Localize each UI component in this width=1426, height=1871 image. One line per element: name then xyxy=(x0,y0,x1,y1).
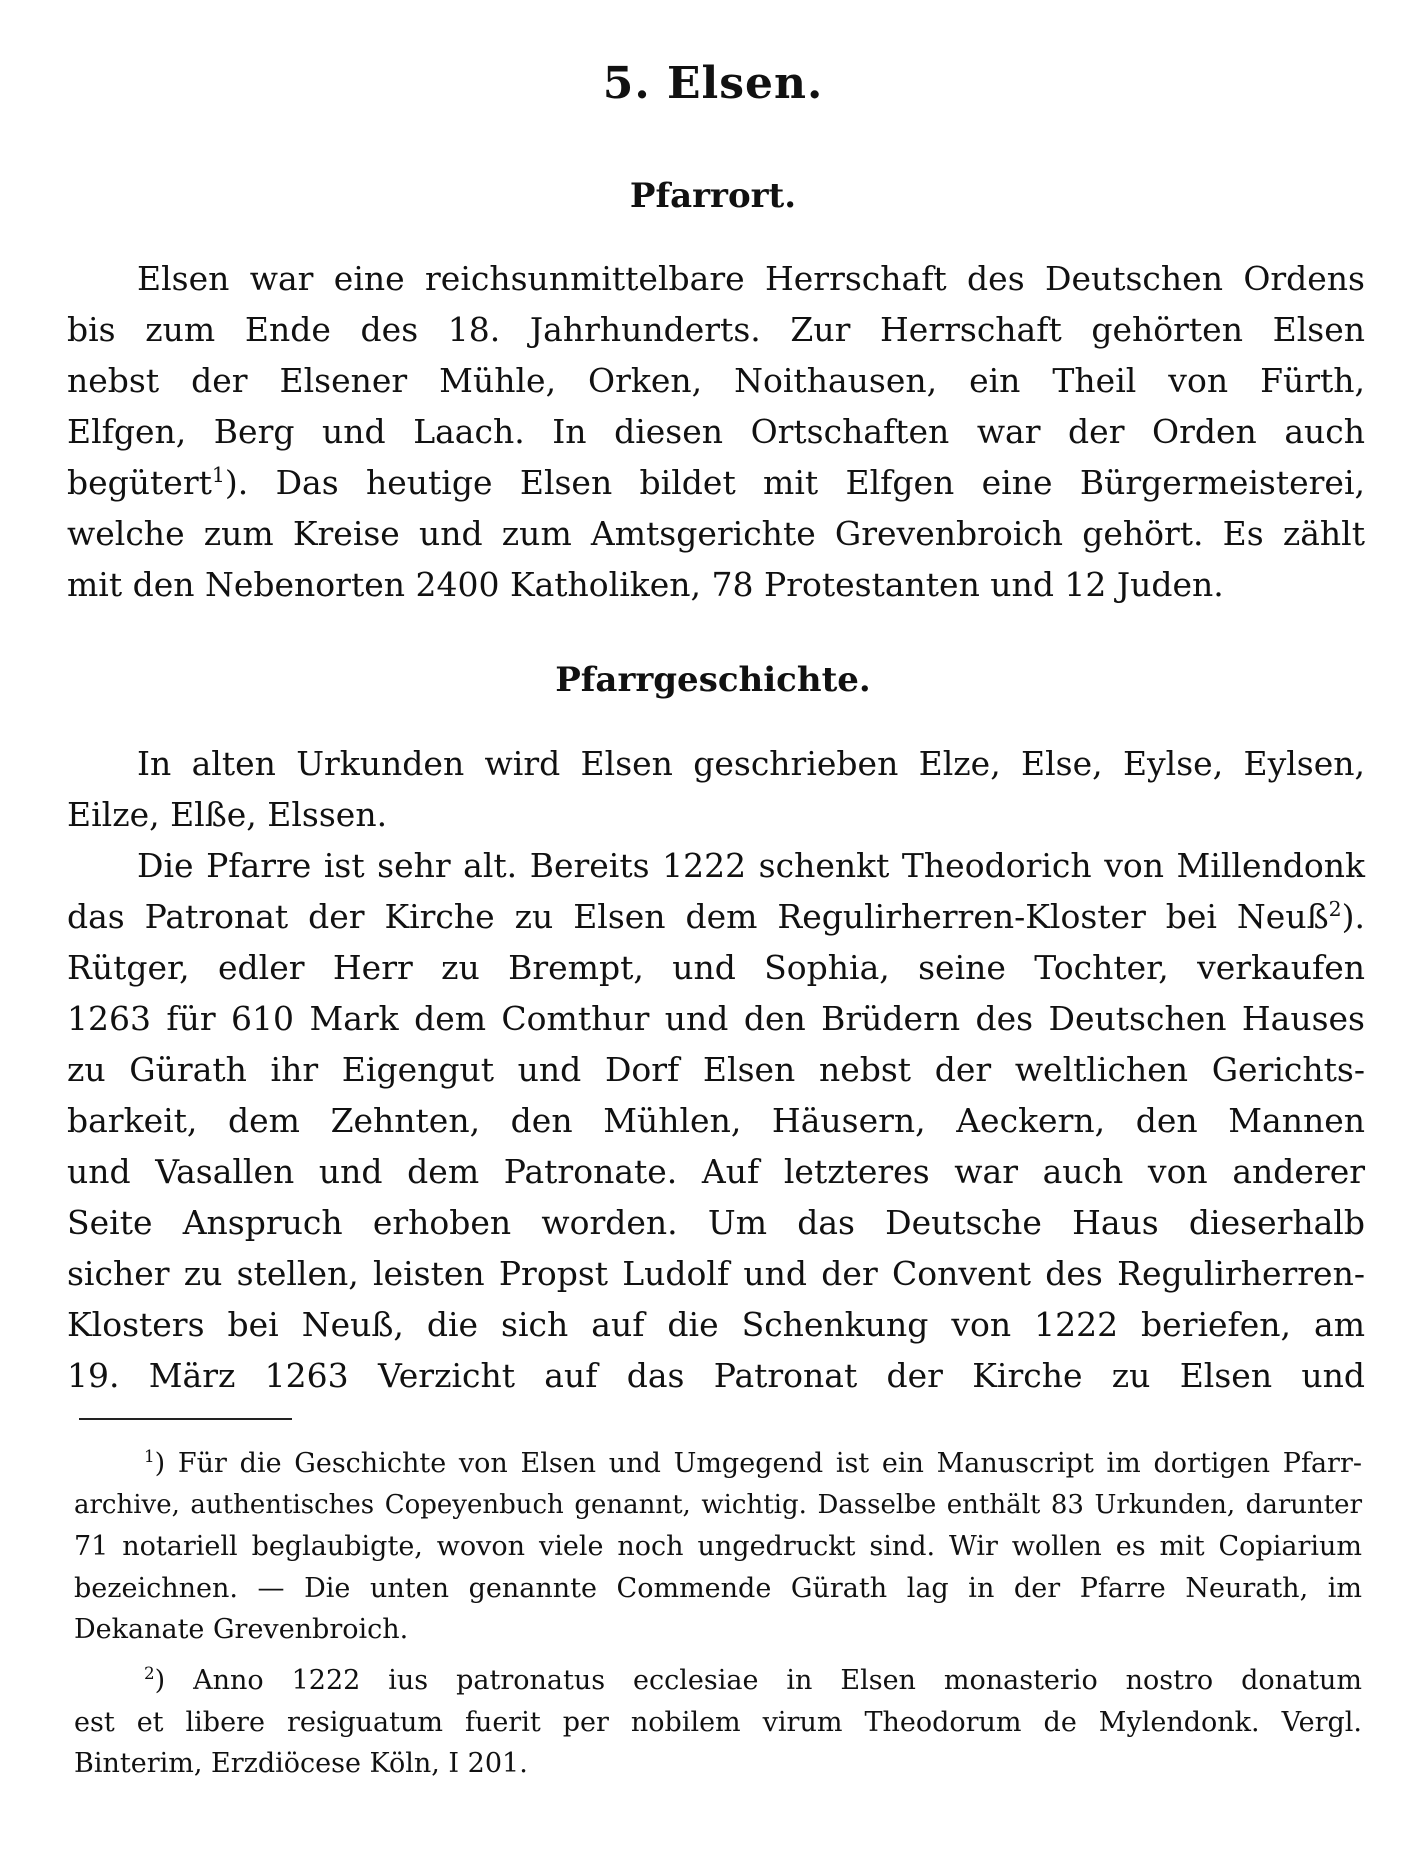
text-fragment: ). xyxy=(1341,897,1365,936)
text-line: zu Gürath ihr Eigengut und Dorf Elsen nebst der weltlichen Gerichts- xyxy=(67,1050,1365,1089)
text-line: welche zum Kreise und zum Amtsgerichte Grevenbroich gehört. Es zählt xyxy=(67,514,1365,553)
text-line: nebst der Elsener Mühle, Orken, Noithausen, ein Theil von Fürth, xyxy=(67,361,1365,400)
footnote-line: Binterim, Erzdiöcese Köln, I 201. xyxy=(74,1748,528,1779)
text-line xyxy=(67,457,1365,508)
footnote-1 xyxy=(74,1443,1362,1651)
section-heading-pfarrort: Pfarrort. xyxy=(629,176,797,216)
footnote-line: 71 notariell beglaubigte, wovon viele noch ungedruckt sind. Wir wollen es mit Copiarium xyxy=(74,1531,1362,1562)
chapter-title: 5. Elsen. xyxy=(602,58,824,109)
text-line: 19. März 1263 Verzicht auf das Patronat der Kirche zu Elsen und xyxy=(67,1356,1365,1395)
text-fragment: ) Für die Geschichte von Elsen und Umgegend ist ein Manuscript im dortigen Pfarr- xyxy=(154,1448,1362,1479)
text-line: Elfgen, Berg und Laach. In diesen Ortschaften war der Orden auch xyxy=(67,412,1365,451)
text-line: und Vasallen und dem Patronate. Auf letzteres war auch von anderer xyxy=(67,1152,1365,1191)
footnote-ref-2: 2 xyxy=(1328,897,1342,921)
footnote-marker: 1 xyxy=(144,1446,155,1466)
text-line: Seite Anspruch erhoben worden. Um das Deutsche Haus dieserhalb xyxy=(67,1203,1365,1242)
text-line: Klosters bei Neuß, die sich auf die Schenkung von 1222 beriefen, am xyxy=(67,1305,1365,1344)
footnote-line: est et libere resiguatum fuerit per nobilem virum Theodorum de Mylendonk. Vergl. xyxy=(74,1706,1362,1738)
text-line: sicher zu stellen, leisten Propst Ludolf und der Convent des Regulirherren- xyxy=(67,1254,1365,1293)
section-pfarrgeschichte-text xyxy=(67,738,1365,1401)
text-line: Rütger, edler Herr zu Brempt, und Sophia, seine Tochter, verkaufen xyxy=(67,948,1365,987)
text-line xyxy=(67,891,1365,942)
footnote-divider xyxy=(79,1418,292,1420)
text-line: mit den Nebenorten 2400 Katholiken, 78 Protestanten und 12 Juden. xyxy=(67,565,1224,604)
footnote-marker: 2 xyxy=(144,1663,155,1683)
text-line: barkeit, dem Zehnten, den Mühlen, Häusern, Aeckern, den Mannen xyxy=(67,1101,1365,1140)
footnote-ref-1: 1 xyxy=(211,463,225,487)
footnote-line: archive, authentisches Copeyenbuch genannt, wichtig. Dasselbe enthält 83 Urkunden, darunter xyxy=(74,1489,1362,1520)
text-fragment: begütert xyxy=(67,463,212,502)
text-line: Eilze, Elße, Elssen. xyxy=(67,795,388,834)
text-fragment: ). Das heutige Elsen bildet mit Elfgen eine Bürgermeisterei, xyxy=(224,463,1365,502)
footnote-2 xyxy=(74,1660,1362,1785)
footnote-line xyxy=(74,1443,1362,1485)
text-fragment: das Patronat der Kirche zu Elsen dem Regulirherren-Kloster bei Neuß xyxy=(67,897,1329,936)
footnote-line: bezeichnen. — Die unten genannte Commende Gürath lag in der Pfarre Neurath, im xyxy=(74,1572,1362,1604)
text-line: bis zum Ende des 18. Jahrhunderts. Zur Herrschaft gehörten Elsen xyxy=(67,310,1365,349)
footnote-line: Dekanate Grevenbroich. xyxy=(74,1614,409,1645)
text-line: Die Pfarre ist sehr alt. Bereits 1222 schenkt Theodorich von Millendonk xyxy=(137,846,1365,885)
section-pfarrort-text xyxy=(67,253,1365,610)
section-heading-pfarrgeschichte: Pfarrgeschichte. xyxy=(555,660,871,700)
text-line: In alten Urkunden wird Elsen geschrieben Elze, Else, Eylse, Eylsen, xyxy=(137,744,1365,783)
text-fragment: ) Anno 1222 ius patronatus ecclesiae in Elsen monasterio nostro donatum xyxy=(154,1665,1362,1696)
text-line: Elsen war eine reichsunmittelbare Herrschaft des Deutschen Ordens xyxy=(137,259,1365,298)
text-line: 1263 für 610 Mark dem Comthur und den Brüdern des Deutschen Hauses xyxy=(67,999,1365,1038)
footnote-line xyxy=(74,1660,1362,1702)
